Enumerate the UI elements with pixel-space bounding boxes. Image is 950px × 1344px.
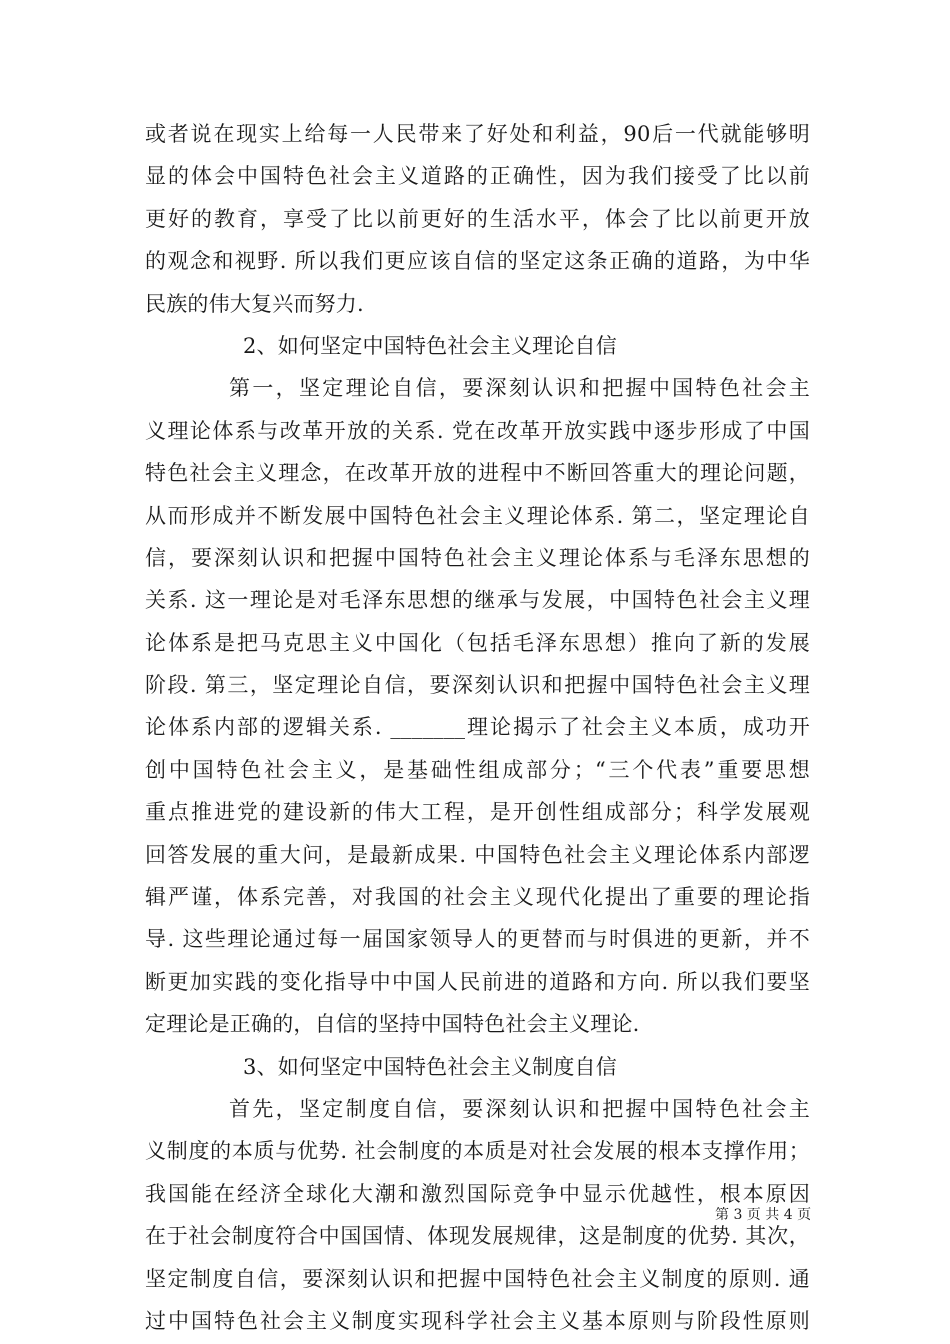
text-line: 的观念和视野. 所以我们更应该自信的坚定这条正确的道路，为中华 xyxy=(145,249,810,274)
text-line: 或者说在现实上给每一人民带来了好处和利益，90后一代就能够明 xyxy=(145,122,810,146)
section-heading: 3、如何坚定中国特色社会主义制度自信 xyxy=(243,1054,617,1079)
page-number: 第 3 页 共 4 页 xyxy=(715,1207,812,1223)
text-line: 义制度的本质与优势. 社会制度的本质是对社会发展的根本支撑作用； xyxy=(145,1139,810,1164)
text-line: 论体系是把马克思主义中国化（包括毛泽东思想）推向了新的发展 xyxy=(145,630,810,655)
text-line: 首先，坚定制度自信，要深刻认识和把握中国特色社会主 xyxy=(229,1096,810,1121)
text-line: 坚定制度自信，要深刻认识和把握中国特色社会主义制度的原则. 通 xyxy=(145,1266,810,1291)
text-line: 我国能在经济全球化大潮和激烈国际竞争中显示优越性，根本原因 xyxy=(145,1181,810,1206)
text-line: 从而形成并不断发展中国特色社会主义理论体系. 第二，坚定理论自 xyxy=(145,503,810,528)
text-line: 显的体会中国特色社会主义道路的正确性，因为我们接受了比以前 xyxy=(145,164,810,189)
text-line: 断更加实践的变化指导中中国人民前进的道路和方向. 所以我们要坚 xyxy=(145,969,810,994)
text-line: 信，要深刻认识和把握中国特色社会主义理论体系与毛泽东思想的 xyxy=(145,545,810,570)
text-line: 民族的伟大复兴而努力. xyxy=(145,291,364,316)
text-line: 阶段. 第三，坚定理论自信，要深刻认识和把握中国特色社会主义理 xyxy=(145,673,810,698)
text-line: 导. 这些理论通过每一届国家领导人的更替而与时俱进的更新，并不 xyxy=(145,927,810,952)
text-line: 在于社会制度符合中国国情、体现发展规律，这是制度的优势. 其次， xyxy=(145,1224,810,1249)
text-line: 重点推进党的建设新的伟大工程，是开创性组成部分；科学发展观 xyxy=(145,800,810,825)
text-line: 义理论体系与改革开放的关系. 党在改革开放实践中逐步形成了中国 xyxy=(145,418,810,443)
text-line: 第一，坚定理论自信，要深刻认识和把握中国特色社会主 xyxy=(229,376,810,401)
text-line: 辑严谨，体系完善，对我国的社会主义现代化提出了重要的理论指 xyxy=(145,885,810,910)
text-line: 更好的教育，享受了比以前更好的生活水平，体会了比以前更开放 xyxy=(145,206,810,231)
text-line: 定理论是正确的，自信的坚持中国特色社会主义理论. xyxy=(145,1012,640,1037)
text-line: 回答发展的重大问，是最新成果. 中国特色社会主义理论体系内部逻 xyxy=(145,842,810,867)
document-body xyxy=(145,113,810,1342)
text-line: 关系. 这一理论是对毛泽东思想的继承与发展，中国特色社会主义理 xyxy=(145,588,810,613)
text-line: 过中国特色社会主义制度实现科学社会主义基本原则与阶段性原则 xyxy=(145,1308,810,1333)
text-line: 论体系内部的逻辑关系. _______理论揭示了社会主义本质，成功开 xyxy=(145,715,810,740)
text-line: 特色社会主义理念，在改革开放的进程中不断回答重大的理论问题， xyxy=(145,461,810,486)
section-heading: 2、如何坚定中国特色社会主义理论自信 xyxy=(243,333,617,358)
text-line: 创中国特色社会主义，是基础性组成部分；“三个代表”重要思想 xyxy=(145,757,810,782)
